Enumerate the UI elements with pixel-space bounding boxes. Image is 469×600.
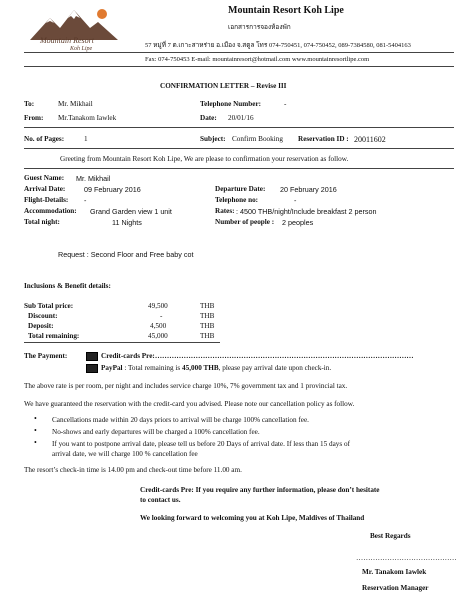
- best-regards: Best Regards: [370, 532, 411, 540]
- reservation-id: 20011602: [354, 135, 386, 144]
- signature-line: ……………………………………: [356, 554, 457, 562]
- subject-label: Subject:: [200, 135, 226, 143]
- rates-value: : 4500 THB/night/Include breakfast 2 person: [236, 207, 377, 216]
- cancellation-bullet-2: No-shows and early departures will be charged a 100% cancellation fee.: [52, 428, 260, 436]
- reservation-label: Reservation ID :: [298, 135, 349, 143]
- people-value: 2 peoples: [282, 218, 314, 227]
- greeting-text: Greeting from Mountain Resort Koh Lipe, We are please to confirmation your reservation as follow.: [60, 155, 349, 163]
- deposit-label: Deposit:: [28, 322, 54, 330]
- guest-name-label: Guest Name:: [24, 174, 65, 182]
- people-label: Number of people :: [215, 218, 275, 226]
- departure-label: Departure Date:: [215, 185, 266, 193]
- info-divider-2: [24, 148, 454, 149]
- logo-text: Mountain Resort: [40, 36, 94, 45]
- accommodation-label: Accommodation:: [24, 207, 77, 215]
- fax-email-line: Fax: 074-750453 E-mail: mountainresort@hotmail.com www.mountainresortlipe.com: [145, 56, 370, 63]
- credit-card-icon: [86, 352, 98, 361]
- subtotal-label: Sub Total price:: [24, 302, 74, 310]
- flight-value: -: [84, 196, 87, 205]
- arrival-value: 09 February 2016: [84, 185, 141, 194]
- telephone-label: Telephone no:: [215, 196, 259, 204]
- signer-position: Reservation Manager: [362, 584, 429, 592]
- info-line-2: to contact us.: [140, 496, 181, 504]
- header-divider-2: [24, 66, 454, 67]
- telephone-value: -: [294, 196, 297, 205]
- bullet-icon: •: [34, 438, 37, 447]
- departure-value: 20 February 2016: [280, 185, 337, 194]
- letter-title: CONFIRMATION LETTER – Revise III: [160, 82, 287, 90]
- welcome-text: We looking forward to welcoming you at Koh Lipe, Maldives of Thailand: [140, 514, 365, 522]
- signer-name: Mr. Tanakom Iawlek: [362, 568, 427, 576]
- total-night-value: 11 Nights: [112, 218, 142, 227]
- arrival-label: Arrival Date:: [24, 185, 66, 193]
- phone-value: -: [284, 100, 287, 108]
- info-line-1: Credit-cards Pre: If you require any further information, please don’t hesitate: [140, 486, 380, 494]
- logo-subtext: Koh Lipe: [70, 46, 93, 52]
- greeting-divider: [24, 168, 454, 169]
- inclusions-heading: Inclusions & Benefit details:: [24, 282, 111, 290]
- from-value: Mr.Tanakom Iawlek: [58, 114, 117, 122]
- bullet-icon: •: [34, 426, 37, 435]
- phone-label: Telephone Number:: [200, 100, 262, 108]
- paypal-text: : Total remaining is: [124, 364, 181, 373]
- paypal-icon: [86, 364, 98, 373]
- bullet-icon: •: [34, 414, 37, 423]
- rate-note: The above rate is per room, per night and includes service charge 10%, 7% government tax and 1 provincial tax.: [24, 382, 348, 390]
- accommodation-value: Grand Garden view 1 unit: [90, 207, 172, 216]
- date-value: 20/01/16: [228, 114, 254, 122]
- pages-value: 1: [84, 135, 88, 143]
- guarantee-note: We have guaranteed the reservation with the credit-card you advised. Please note our cancellation policy as follow.: [24, 400, 355, 408]
- discount-unit: THB: [200, 312, 215, 320]
- paypal-label: PayPal: [101, 364, 123, 373]
- to-label: To:: [24, 100, 35, 108]
- total-remaining-value: 45,000: [148, 332, 168, 340]
- paypal-option: [86, 364, 331, 373]
- paypal-rest: , please pay arrival date upon check-in.: [218, 364, 332, 373]
- address-line: 57 หมู่ที่ 7 ต.เกาะสาหร่าย อ.เมือง จ.สตูล โทร 074-750451, 074-750452, 089-7384580, 081-5404163: [145, 42, 411, 49]
- resort-name: Mountain Resort Koh Lipe: [228, 5, 344, 16]
- credit-card-option: [86, 352, 414, 361]
- checkin-note: The resort’s check-in time is 14.00 pm and check-out time before 11.00 am.: [24, 466, 242, 474]
- total-night-label: Total night:: [24, 218, 60, 226]
- deposit-unit: THB: [200, 322, 215, 330]
- cancellation-bullet-3-cont: arrival date, we will charge 100 % cancellation fee: [52, 450, 198, 458]
- pricing-divider: [24, 342, 220, 343]
- discount-label: Discount:: [28, 312, 58, 320]
- credit-card-label: Credit-cards Pre:………………………………………………………………………………………………: [101, 352, 414, 361]
- header-divider: [24, 52, 454, 53]
- deposit-value: 4,500: [150, 322, 167, 330]
- payment-label: The Payment:: [24, 352, 68, 360]
- pages-label: No. of Pages:: [24, 135, 65, 143]
- date-label: Date:: [200, 114, 217, 122]
- flight-label: Flight-Details:: [24, 196, 69, 204]
- cancellation-bullet-3: If you want to postpone arrival date, please tell us before 20 Days of arrival date. If less than 15 days of: [52, 440, 350, 448]
- subtotal-unit: THB: [200, 302, 215, 310]
- subject-value: Confirm Booking: [232, 135, 283, 143]
- to-value: Mr. Mikhail: [58, 100, 93, 108]
- total-remaining-unit: THB: [200, 332, 215, 340]
- total-remaining-label: Total remaining:: [28, 332, 80, 340]
- info-divider: [24, 127, 454, 128]
- special-request: Request : Second Floor and Free baby cot: [58, 250, 194, 259]
- cancellation-bullet-1: Cancellations made within 20 days priors to arrival will be charge 100% cancellation fee.: [52, 416, 309, 424]
- subtotal-value: 49,500: [148, 302, 168, 310]
- discount-value: -: [160, 312, 163, 320]
- guest-name-value: Mr. Mikhail: [76, 174, 111, 183]
- paypal-amount: 45,000 THB: [182, 364, 219, 373]
- thai-subtitle: เอกสารการจองห้องพัก: [228, 24, 291, 31]
- rates-label: Rates:: [215, 207, 235, 215]
- from-label: From:: [24, 114, 44, 122]
